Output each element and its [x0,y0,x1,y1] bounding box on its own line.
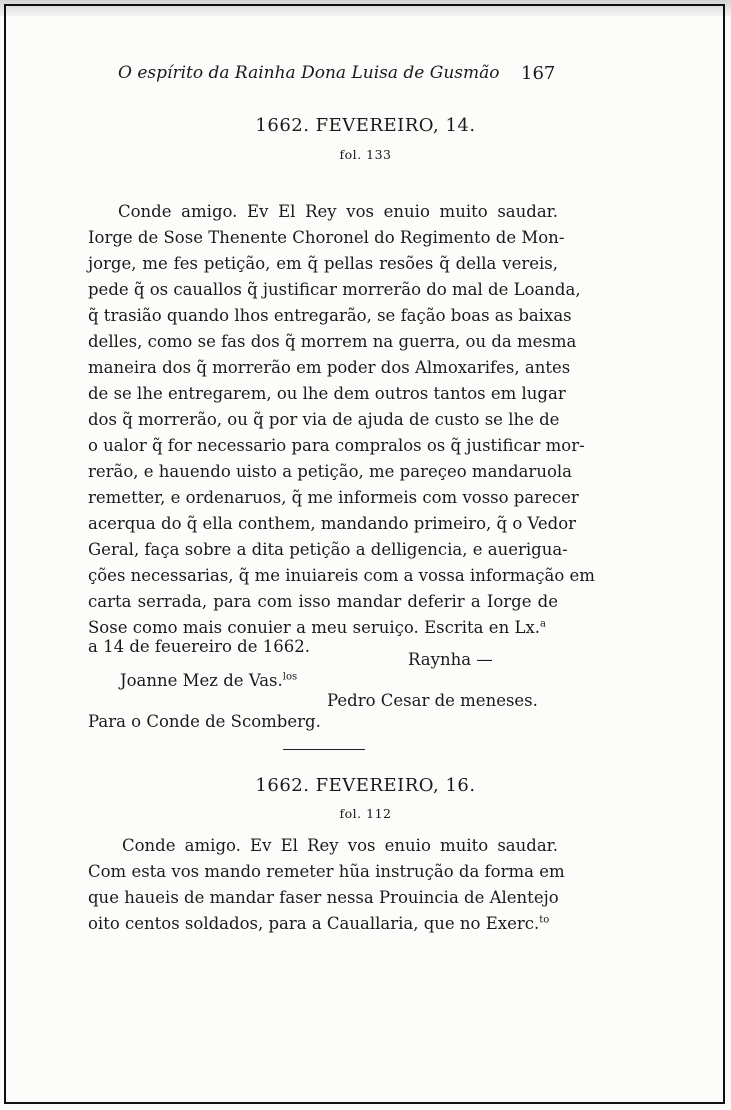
minister-signature: Pedro Cesar de meneses. [327,691,538,710]
page-number: 167 [521,63,556,84]
entry-2-title: 1662. FEVEREIRO, 16. [255,775,476,796]
entry-2-line-text: oito centos soldados, para a Cauallaria, que no Exerc. [88,914,540,933]
queen-signature: Raynha — [408,650,493,669]
entry-1-title: 1662. FEVEREIRO, 14. [255,115,476,136]
entry-1-line: maneira dos q̃ morrerão em poder dos Almoxarifes, antes [88,358,571,377]
entry-1-line: carta serrada, para com isso mandar deferir a Iorge de [88,592,558,611]
entry-1-line: de se lhe entregarem, ou lhe dem outros tantos em lugar [88,384,566,403]
entry-2-line: Com esta vos mando remeter hũa instrução da forma em [88,862,565,881]
entry-1-line: pede q̃ os cauallos q̃ justificar morrerão do mal de Loanda, [88,280,581,299]
secretary-name: Joanne Mez de Vas. [120,671,283,690]
entry-1-line: dos q̃ morrerão, ou q̃ por via de ajuda de custo se lhe de [88,410,560,429]
entry-1-line: o ualor q̃ for necessario para compralos os q̃ justificar mor- [88,436,585,455]
section-divider [283,749,365,750]
superscript-to: to [539,914,550,926]
running-title: O espírito da Rainha Dona Luisa de Gusmão [118,63,500,83]
entry-2-line: que haueis de mandar faser nessa Prouincia de Alentejo [88,888,559,907]
entry-1-line: Conde amigo. Ev El Rey vos enuio muito saudar. [118,202,558,221]
entry-1-date-line: a 14 de feuereiro de 1662. [88,637,310,656]
entry-1-line: ções necessarias, q̃ me inuiareis com a vossa informação em [88,566,595,585]
entry-1-line: delles, como se fas dos q̃ morrem na guerra, ou da mesma [88,332,577,351]
entry-1-line-text: Sose como mais conuier a meu seruiço. Escrita en Lx. [88,618,541,637]
entry-1-line: Geral, faça sobre a dita petição a delligencia, e auerigua- [88,540,568,559]
entry-2-line [88,911,550,937]
secretary-superscript: los [282,671,298,683]
secretary-signature [120,671,297,690]
entry-1-line: jorge, me fes petição, em q̃ pellas resões q̃ della vereis, [88,254,558,273]
entry-1-line: acerqua do q̃ ella conthem, mandando primeiro, q̃ o Vedor [88,514,577,533]
entry-1-folio: fol. 133 [339,147,392,162]
entry-1-line: q̃ trasião quando lhos entregarão, se fação boas as baixas [88,306,572,325]
entry-1-line: rerão, e hauendo uisto a petição, me pareçeo mandaruola [88,462,572,481]
entry-2-folio: fol. 112 [339,806,392,821]
entry-1-line: Iorge de Sose Thenente Choronel do Regimento de Mon- [88,228,565,247]
entry-1-line: remetter, e ordenaruos, q̃ me informeis com vosso parecer [88,488,579,507]
entry-2-line: Conde amigo. Ev El Rey vos enuio muito saudar. [122,836,558,855]
addressee: Para o Conde de Scomberg. [88,712,321,731]
superscript-a: a [540,618,546,630]
